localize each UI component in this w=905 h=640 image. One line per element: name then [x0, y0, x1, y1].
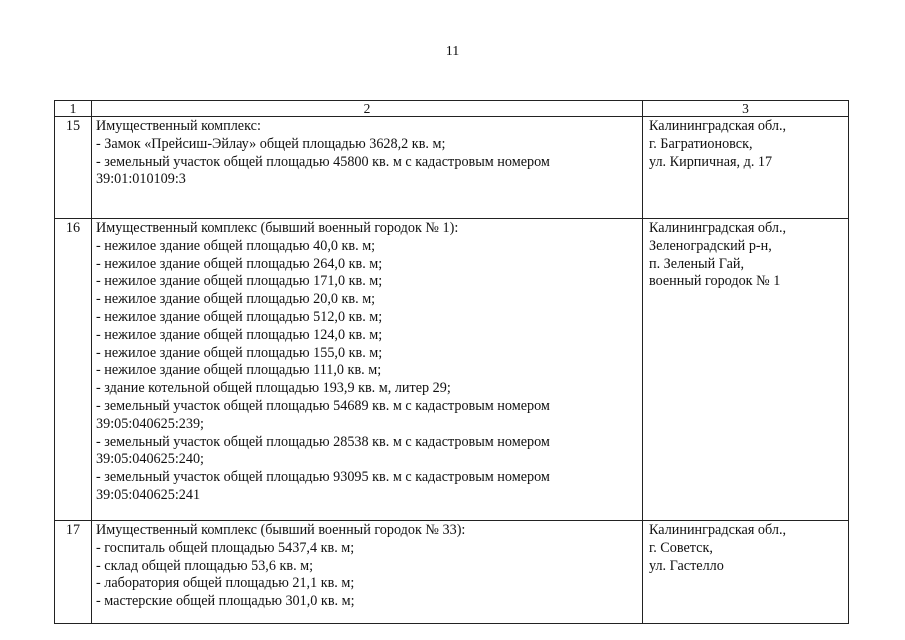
column-header-2: 2: [92, 101, 643, 117]
description-line: - госпиталь общей площадью 5437,4 кв. м;: [96, 539, 355, 556]
description-line: - нежилое здание общей площадью 171,0 кв. м;: [96, 273, 383, 290]
description-line: - нежилое здание общей площадью 264,0 кв. м;: [96, 255, 383, 272]
column-header-3: 3: [643, 101, 849, 117]
property-description: [92, 521, 643, 624]
description-line: - мастерские общей площадью 301,0 кв. м;: [96, 593, 355, 610]
page-number: 11: [445, 44, 460, 59]
property-description: [92, 117, 643, 219]
column-header-1: 1: [55, 101, 92, 117]
property-table: [54, 100, 849, 624]
property-address: [643, 521, 849, 624]
description-line: - нежилое здание общей площадью 40,0 кв. м;: [96, 237, 376, 254]
description-line: - нежилое здание общей площадью 20,0 кв. м;: [96, 291, 376, 308]
description-line: - здание котельной общей площадью 193,9 кв. м, литер 29;: [96, 380, 451, 397]
description-line: - нежилое здание общей площадью 512,0 кв. м;: [96, 308, 383, 325]
description-line: - нежилое здание общей площадью 124,0 кв. м;: [96, 326, 383, 343]
description-line: 39:05:040625:240;: [96, 451, 204, 468]
description-line: - земельный участок общей площадью 28538 кв. м с кадастровым номером: [96, 433, 550, 450]
description-line: 39:01:010109:3: [96, 171, 186, 188]
description-line: - склад общей площадью 53,6 кв. м;: [96, 557, 314, 574]
address-line: ул. Гастелло: [649, 557, 724, 574]
table-row: [55, 219, 849, 521]
address-line: ул. Кирпичная, д. 17: [649, 153, 773, 170]
description-line: - земельный участок общей площадью 54689 кв. м с кадастровым номером: [96, 397, 550, 414]
description-line: 39:05:040625:239;: [96, 415, 204, 432]
description-line: - Замок «Прейсиш-Эйлау» общей площадью 3628,2 кв. м;: [96, 135, 446, 152]
description-line: 39:05:040625:241: [96, 486, 201, 503]
address-line: военный городок № 1: [649, 273, 781, 290]
address-line: Калининградская обл.,: [649, 220, 787, 236]
description-line: Имущественный комплекс (бывший военный городок № 1):: [96, 220, 459, 236]
description-line: Имущественный комплекс:: [96, 118, 261, 134]
address-line: Калининградская обл.,: [649, 118, 787, 134]
table-header-row: [55, 101, 849, 117]
address-line: г. Советск,: [649, 539, 713, 556]
row-number: 16: [55, 219, 92, 521]
description-line: - нежилое здание общей площадью 111,0 кв. м;: [96, 362, 382, 379]
table-row: [55, 521, 849, 624]
row-number: 15: [55, 117, 92, 219]
address-line: г. Багратионовск,: [649, 135, 753, 152]
address-line: Зеленоградский р-н,: [649, 237, 772, 254]
description-line: - земельный участок общей площадью 93095 кв. м с кадастровым номером: [96, 469, 550, 486]
description-line: Имущественный комплекс (бывший военный городок № 33):: [96, 522, 466, 538]
description-line: - нежилое здание общей площадью 155,0 кв. м;: [96, 344, 383, 361]
property-address: [643, 219, 849, 521]
property-address: [643, 117, 849, 219]
table-row: [55, 117, 849, 219]
property-description: [92, 219, 643, 521]
address-line: Калининградская обл.,: [649, 522, 787, 538]
row-number: 17: [55, 521, 92, 624]
address-line: п. Зеленый Гай,: [649, 255, 745, 272]
description-line: - земельный участок общей площадью 45800 кв. м с кадастровым номером: [96, 153, 550, 170]
description-line: - лаборатория общей площадью 21,1 кв. м;: [96, 575, 355, 592]
